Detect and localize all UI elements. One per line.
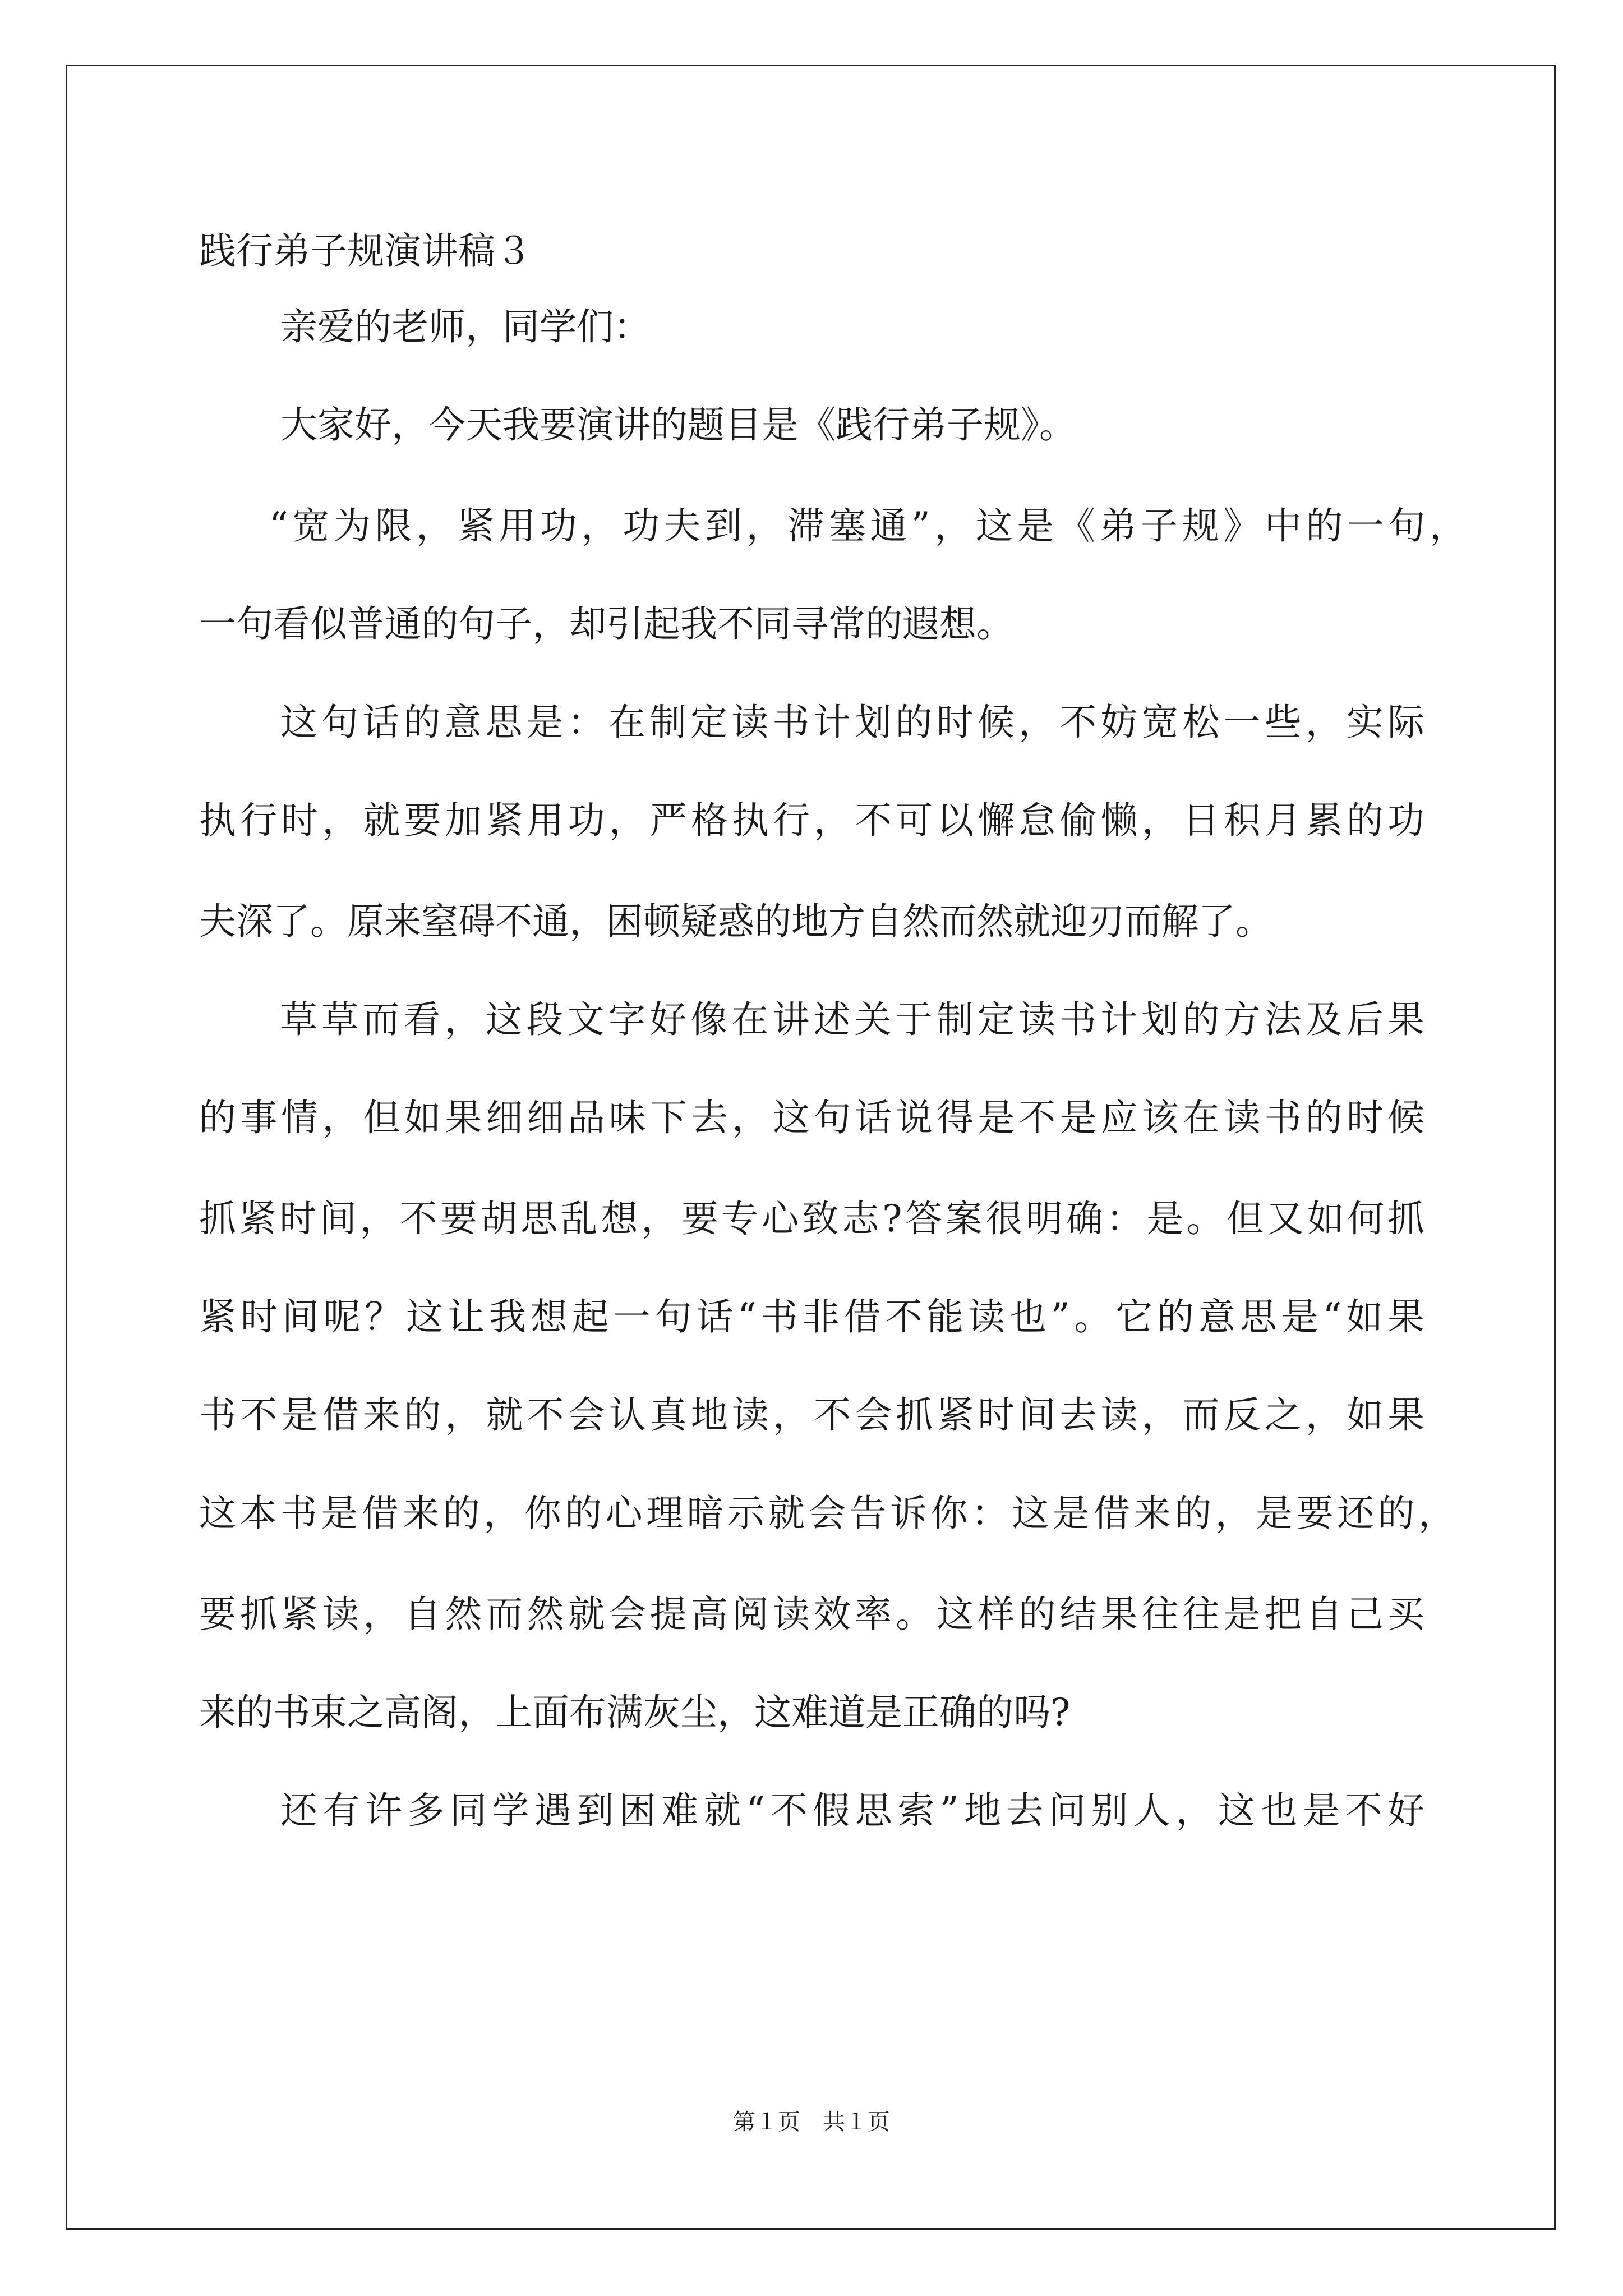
paragraph-line: 还有许多同学遇到困难就“不假思索”地去问别人，这也是不好 bbox=[280, 1789, 1424, 1832]
paragraph-line: 大家好，今天我要演讲的题目是《践行弟子规》。 bbox=[280, 403, 1076, 447]
paragraph-line: 书不是借来的，就不会认真地读，不会抓紧时间去读，而反之，如果 bbox=[199, 1393, 1424, 1437]
paragraph-line: 抓紧时间，不要胡思乱想，要专心致志?答案很明确：是。但又如何抓 bbox=[199, 1197, 1424, 1240]
paragraph-line: 一句看似普通的句子，却引起我不同寻常的遐想。 bbox=[199, 602, 1013, 646]
paragraph-line: 执行时，就要加紧用功，严格执行，不可以懈怠偷懒，日积月累的功 bbox=[199, 799, 1424, 842]
paragraph-line: 这本书是借来的，你的心理暗示就会告诉你：这是借来的，是要还的， bbox=[199, 1492, 1455, 1535]
paragraph-line: 夫深了。原来窒碍不通，困顿疑惑的地方自然而然就迎刃而解了。 bbox=[199, 900, 1272, 943]
document-title: 践行弟子规演讲稿３ bbox=[199, 229, 532, 273]
paragraph-line: 的事情，但如果细细品味下去，这句话说得是不是应该在读书的时候 bbox=[199, 1096, 1424, 1139]
paragraph-line: 紧时间呢？这让我想起一句话“书非借不能读也”。它的意思是“如果 bbox=[199, 1295, 1424, 1338]
paragraph-line: 草草而看，这段文字好像在讲述关于制定读书计划的方法及后果 bbox=[280, 998, 1424, 1041]
paragraph-line: 亲爱的老师，同学们： bbox=[280, 305, 651, 348]
page-number-footer: 第１页 共１页 bbox=[733, 2109, 890, 2135]
paragraph-line: 这句话的意思是：在制定读书计划的时候，不妨宽松一些，实际 bbox=[280, 701, 1424, 744]
paragraph-line: 来的书束之高阁，上面布满灰尘，这难道是正确的吗? bbox=[199, 1691, 1071, 1734]
paragraph-line: 要抓紧读，自然而然就会提高阅读效率。这样的结果往往是把自己买 bbox=[199, 1593, 1424, 1636]
page-border bbox=[66, 65, 1556, 2230]
paragraph-line: “宽为限，紧用功，功夫到，滞塞通”，这是《弟子规》中的一句， bbox=[269, 504, 1467, 547]
